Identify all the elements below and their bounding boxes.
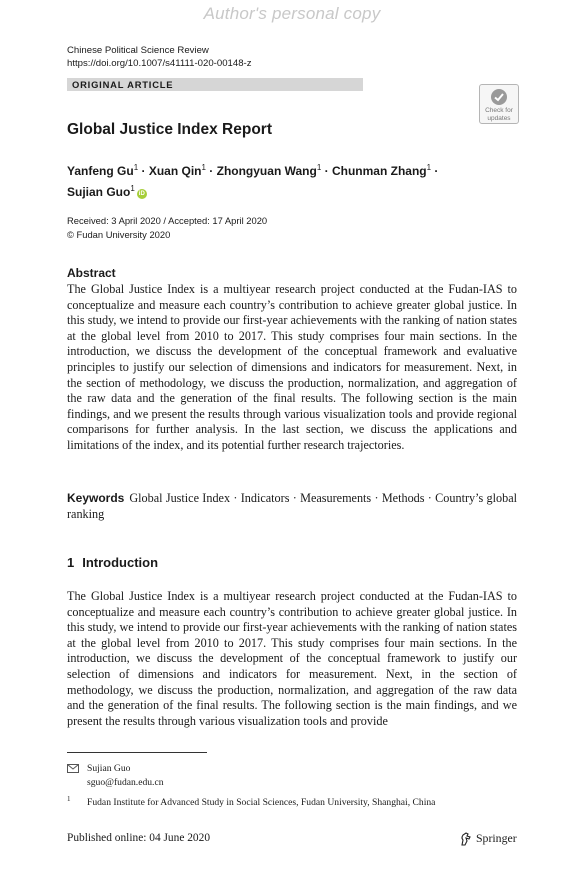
author-affiliation: 1: [133, 163, 139, 172]
article-dates: [67, 214, 267, 241]
section-title: Introduction: [82, 555, 159, 570]
journal-name: Chinese Political Science Review: [67, 45, 209, 56]
introduction-text: The Global Justice Index is a multiyear research project conducted at the Fudan-IAS to conceptualize and measure each country’s contribution to achieve greater global justice. In this study, we intend to provide our first-year achievements with the ranking of nation states at the global level from 2010 to 2017. This study comprises four main sections. In the introduction, we discuss the development of the conceptual framework to justify our selection of dimensions and indicators for measurement. Next, in the section of methodology, we discuss the production, normalization, and aggregation of the raw data and the generation of the final results. The following section is the main findings, and we present the results through various visualization tools and provide: [67, 589, 517, 728]
section-number: 1: [67, 555, 75, 570]
publisher-logo: [459, 831, 517, 846]
check-updates-icon: [490, 88, 508, 106]
author-name[interactable]: Xuan Qin: [148, 164, 202, 178]
watermark: Author's personal copy: [203, 4, 381, 23]
check-updates-label-2: updates: [487, 115, 511, 122]
section-heading: [67, 555, 158, 570]
keywords-list: Global Justice Index · Indicators · Measurements · Methods · Country’s global ranking: [67, 491, 517, 521]
author-list: Yanfeng $Gu^1$ · Xuan Qin$^1$ · Zhongyuan Wang$^1$ · Chunman Zhang$^1$ · Sujian Guo$^1$iD: [67, 163, 439, 199]
check-for-updates-button[interactable]: [479, 84, 519, 124]
envelope-icon: [67, 764, 79, 773]
keywords: [67, 491, 517, 522]
author-affiliation: 1: [426, 163, 432, 172]
contact-name: Sujian Guo: [87, 763, 131, 774]
abstract-text: The Global Justice Index is a multiyear research project conducted at the Fudan-IAS to conceptualize and measure each country’s contribution to achieve greater global justice. In this study, we intend to provide our first-year achievements with the ranking of nation states at the global level from 2010 to 2017. This study comprises four main sections. In the introduction, we discuss the development of the conceptual framework and evaluative principles to justify our selection of dimensions and indicators for measurement. Next, in the section of methodology, we discuss the production, normalization, and aggregation of the raw data and the generation of the final results. The following section is the main findings, and we present the results through various visualization tools and provide regional comparisons for further analysis. In the last section, we discuss the applications and limitations of the index, and its potential further research trajectories.: [67, 282, 517, 452]
author-affiliation: 1: [316, 163, 322, 172]
author-name[interactable]: Yanfeng Gu: [67, 164, 134, 178]
check-updates-label-1: Check for: [485, 107, 513, 114]
publisher-name: Springer: [476, 831, 517, 845]
abstract-heading: Abstract: [67, 266, 116, 280]
footnote-divider: [67, 752, 207, 753]
author-affiliation: 1: [130, 184, 135, 193]
received-accepted-dates: Received: 3 April 2020 / Accepted: 17 April 2020: [67, 215, 268, 226]
article-type-badge: ORIGINAL ARTICLE: [67, 78, 363, 91]
author-name[interactable]: Zhongyuan Wang: [216, 164, 317, 178]
springer-horse-icon: [459, 832, 473, 846]
article-title: Global Justice Index Report: [67, 121, 272, 138]
journal-header: [67, 44, 252, 70]
contact-email[interactable]: sguo@fudan.edu.cn: [87, 777, 164, 788]
keywords-label: Keywords: [67, 491, 125, 505]
orcid-icon[interactable]: iD: [138, 191, 145, 197]
published-date: Published online: 04 June 2020: [67, 832, 211, 844]
author-name[interactable]: Chunman Zhang: [331, 164, 427, 178]
author-affiliation: 1: [201, 163, 206, 172]
affiliation-number: 1: [67, 795, 71, 803]
doi-link[interactable]: https://doi.org/10.1007/s41111-020-00148-z: [67, 58, 252, 69]
copyright-notice: © Fudan University 2020: [67, 228, 171, 240]
affiliation-text: Fudan Institute for Advanced Study in Social Sciences, Fudan University, Shanghai, China: [87, 797, 436, 808]
author-name[interactable]: Sujian Guo: [67, 185, 131, 199]
